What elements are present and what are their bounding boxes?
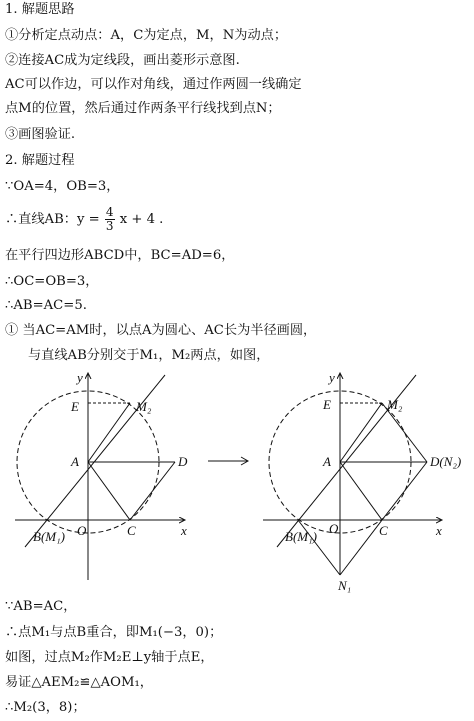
fraction-denominator: 3: [105, 219, 114, 233]
section1-heading: 1. 解题思路: [5, 2, 75, 17]
label-a: A: [323, 454, 331, 469]
text-line: ∴OC=OB=3，: [5, 274, 99, 289]
label-a: A: [71, 454, 79, 469]
text-line: 如图，过点M₂作M₂E⊥y轴于点E，: [5, 650, 214, 665]
text-line: ②连接AC成为定线段，画出菱形示意图.: [5, 53, 240, 68]
line-m2-a: [88, 403, 130, 462]
fraction-numerator: 4: [105, 205, 114, 219]
label-b: B(M₁): [33, 529, 65, 544]
label-o: O: [77, 523, 87, 538]
label-y: y: [329, 370, 335, 385]
label-y: y: [77, 370, 83, 385]
segment-dc: [130, 462, 175, 520]
text-line: 易证△AEM₂≌△AOM₁，: [5, 675, 153, 690]
right-figure-labels: [285, 370, 461, 593]
label-d: D: [178, 454, 188, 469]
label-c: C: [379, 523, 388, 538]
label-c: C: [127, 523, 136, 538]
equation-suffix: x + 4 .: [119, 212, 164, 227]
text-line: ∵OA=4，OB=3，: [5, 179, 120, 194]
label-x: x: [436, 523, 442, 538]
text-line: 在平行四边形ABCD中，BC=AD=6，: [5, 248, 235, 263]
label-b: B(M₁): [285, 529, 317, 544]
text-line: 点M的位置，然后通过作两条平行线找到点N；: [5, 101, 281, 116]
text-line: ∴点M₁与点B重合，即M₁(−3，0)；: [5, 625, 223, 640]
line-ab-equation: [5, 206, 163, 233]
label-d: D(N₂): [430, 454, 462, 469]
segment-ac: [340, 462, 382, 520]
label-o: O: [329, 521, 339, 536]
transition-arrow: [208, 457, 248, 465]
label-n1: N₁: [338, 578, 352, 593]
text-line: ① 当AC=AM时，以点A为圆心、AC长为半径画圆，: [5, 323, 317, 338]
text-line: ①分析定点动点：A，C为定点，M，N为动点；: [5, 28, 288, 43]
segment-n1-c: [340, 520, 382, 575]
label-m2: M₂: [387, 397, 403, 412]
right-figure: [263, 373, 442, 575]
section2-heading: 2. 解题过程: [5, 153, 75, 168]
segment-dc: [382, 462, 427, 520]
text-line: ∴M₂(3，8)；: [5, 700, 86, 715]
label-e: E: [323, 397, 331, 412]
label-x: x: [181, 523, 187, 538]
label-e: E: [71, 399, 79, 414]
text-line: AC可以作边，可以作对角线，通过作两圆一线确定: [5, 77, 302, 92]
text-line: ∵AB=AC，: [5, 599, 77, 614]
equation-prefix: ∴直线AB：y =: [5, 212, 100, 227]
left-figure: [15, 373, 185, 580]
label-m2: M₂: [136, 399, 152, 414]
segment-ac: [88, 462, 130, 520]
geometry-figure: [0, 365, 474, 595]
text-line: 与直线AB分别交于M₁，M₂两点，如图，: [28, 348, 270, 363]
fraction: [105, 206, 115, 233]
left-figure-labels: [33, 370, 188, 544]
line-m2-a: [340, 403, 382, 462]
text-line: ∴AB=AC=5.: [5, 298, 87, 313]
text-line: ③画图验证.: [5, 127, 76, 142]
